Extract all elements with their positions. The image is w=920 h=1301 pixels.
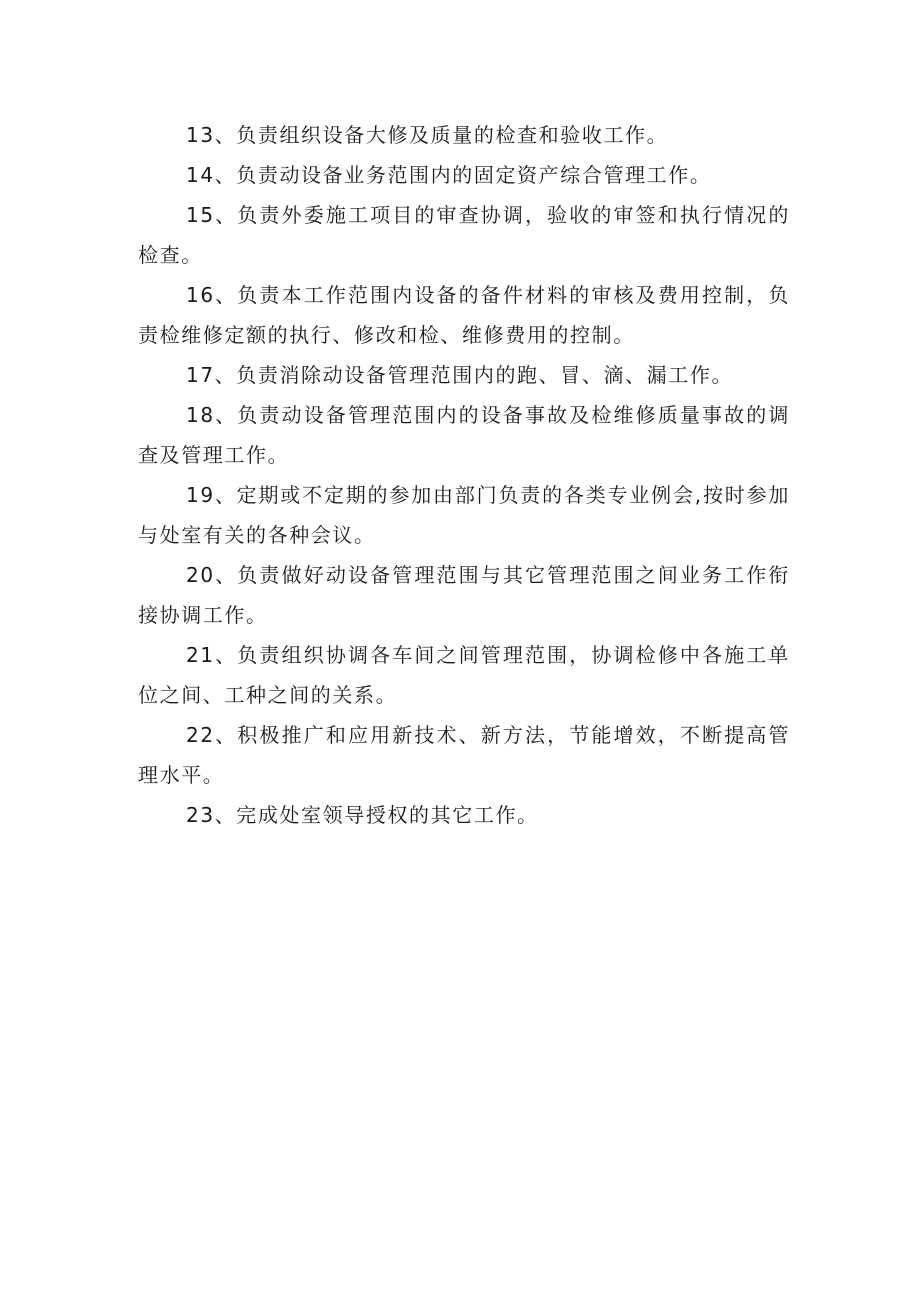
paragraph-22: 22、积极推广和应用新技术、新方法，节能增效，不断提高管理水平。 <box>138 723 790 787</box>
paragraph-15: 15、负责外委施工项目的审查协调，验收的审签和执行情况的检查。 <box>138 203 790 267</box>
paragraph-18: 18、负责动设备管理范围内的设备事故及检维修质量事故的调查及管理工作。 <box>138 403 790 467</box>
paragraph-17: 17、负责消除动设备管理范围内的跑、冒、滴、漏工作。 <box>186 363 734 387</box>
paragraph-13: 13、负责组织设备大修及质量的检查和验收工作。 <box>186 123 669 147</box>
paragraph-19: 19、定期或不定期的参加由部门负责的各类专业例会,按时参加与处室有关的各种会议。 <box>138 483 790 547</box>
paragraph-23: 23、完成处室领导授权的其它工作。 <box>186 803 539 827</box>
paragraph-20: 20、负责做好动设备管理范围与其它管理范围之间业务工作衔接协调工作。 <box>138 563 790 627</box>
paragraph-14: 14、负责动设备业务范围内的固定资产综合管理工作。 <box>186 163 712 187</box>
paragraph-21: 21、负责组织协调各车间之间管理范围，协调检修中各施工单位之间、工种之间的关系。 <box>138 643 790 707</box>
paragraph-16: 16、负责本工作范围内设备的备件材料的审核及费用控制，负责检维修定额的执行、修改和检、维修费用的控制。 <box>138 283 790 347</box>
document-body <box>138 115 790 835</box>
